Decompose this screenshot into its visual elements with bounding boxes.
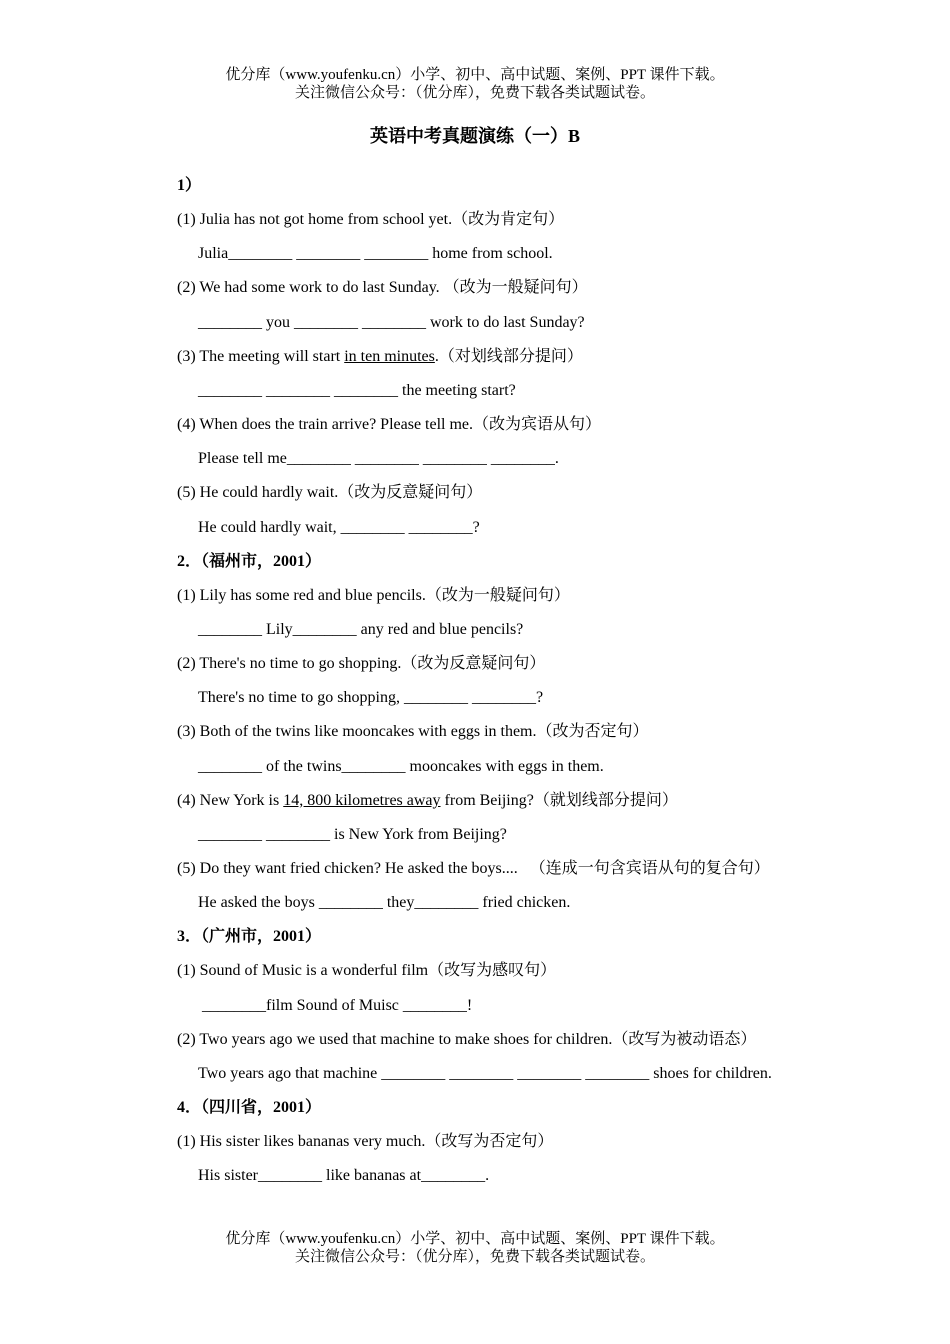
question-text: (3) Both of the twins like mooncakes with eggs in them.（改为否定句） <box>177 723 649 741</box>
answer-line: ________ ________ ________ the meeting start? <box>198 381 516 399</box>
question-line <box>177 790 678 812</box>
section-heading: 2．（福州市，2001） <box>177 552 322 570</box>
answer-line: ________ you ________ ________ work to do last Sunday? <box>198 313 585 331</box>
section-heading: 4．（四川省，2001） <box>177 1099 322 1116</box>
footer-line-2: 关注微信公众号：（优分库），免费下载各类试题试卷。 <box>294 1249 655 1265</box>
underlined-phrase: 14, 800 kilometres away <box>283 791 441 809</box>
question-text: (3) The meeting will start <box>177 347 345 365</box>
question-line <box>177 482 482 504</box>
answer-line: His sister________ like bananas at________. <box>198 1167 490 1185</box>
question-text: (1) Julia has not got home from school yet.（改为肯定句） <box>177 211 565 229</box>
section-heading: 1） <box>177 177 202 194</box>
question-line <box>177 209 564 231</box>
question-text: .（对划线部分提问） <box>434 347 583 365</box>
question-line <box>177 414 601 436</box>
question-text: (1) Sound of Music is a wonderful film（改写为感叹句） <box>177 962 557 980</box>
question-text: (1) Lily has some red and blue pencils.（改为一般疑问句） <box>177 586 570 604</box>
question-line <box>177 346 583 368</box>
answer-line: ________ of the twins________ mooncakes with eggs in them. <box>198 757 604 775</box>
question-line <box>177 721 649 743</box>
question-text: from Beijing?（就划线部分提问） <box>440 791 678 809</box>
header-line-1: 优分库（www.youfenku.cn）小学、初中、高中试题、案例、PPT 课件下载。 <box>225 67 725 83</box>
page-footer <box>0 1230 950 1266</box>
section-heading: 3．（广州市，2001） <box>177 928 322 946</box>
answer-line: Two years ago that machine ________ ________ ________ ________ shoes for children. <box>198 1064 772 1082</box>
question-line <box>177 653 545 675</box>
page-title: 英语中考真题演练（一）B <box>369 126 580 146</box>
question-line <box>177 1029 756 1051</box>
answer-line: ________ Lily________ any red and blue pencils? <box>198 621 524 638</box>
answer-line: There's no time to go shopping, ________ ________? <box>198 689 544 707</box>
question-line <box>177 960 556 982</box>
question-text: (5) Do they want fried chicken? He asked the boys.... （连成一句含宾语从句的复合句） <box>177 860 770 877</box>
answer-line: Julia________ ________ ________ home from school. <box>198 245 553 263</box>
question-text: (4) New York is <box>177 791 284 809</box>
question-text: (2) Two years ago we used that machine to make shoes for children.（改写为被动语态） <box>177 1030 757 1048</box>
question-line <box>177 1131 553 1153</box>
answer-line: ________ ________ is New York from Beijing? <box>198 825 507 843</box>
question-line <box>177 585 570 607</box>
question-text: (4) When does the train arrive? Please tell me.（改为宾语从句） <box>177 416 602 433</box>
answer-line: ________film Sound of Muisc ________! <box>198 996 473 1014</box>
answer-line: He could hardly wait, ________ ________? <box>198 518 480 536</box>
header-line-2: 关注微信公众号：（优分库），免费下载各类试题试卷。 <box>294 85 655 101</box>
question-line <box>177 277 588 299</box>
question-line <box>177 858 770 880</box>
answer-line: Please tell me________ ________ ________ ________. <box>198 450 559 468</box>
footer-line-1: 优分库（www.youfenku.cn）小学、初中、高中试题、案例、PPT 课件下载。 <box>225 1231 725 1247</box>
question-text: (2) There's no time to go shopping.（改为反意疑问句） <box>177 655 546 673</box>
answer-line: He asked the boys ________ they________ fried chicken. <box>198 894 571 912</box>
question-text: (5) He could hardly wait.（改为反意疑问句） <box>177 484 483 502</box>
question-text: (2) We had some work to do last Sunday. （改为一般疑问句） <box>177 279 588 297</box>
underlined-phrase: in ten minutes <box>344 347 435 365</box>
question-text: (1) His sister likes bananas very much.（改写为否定句） <box>177 1133 554 1151</box>
